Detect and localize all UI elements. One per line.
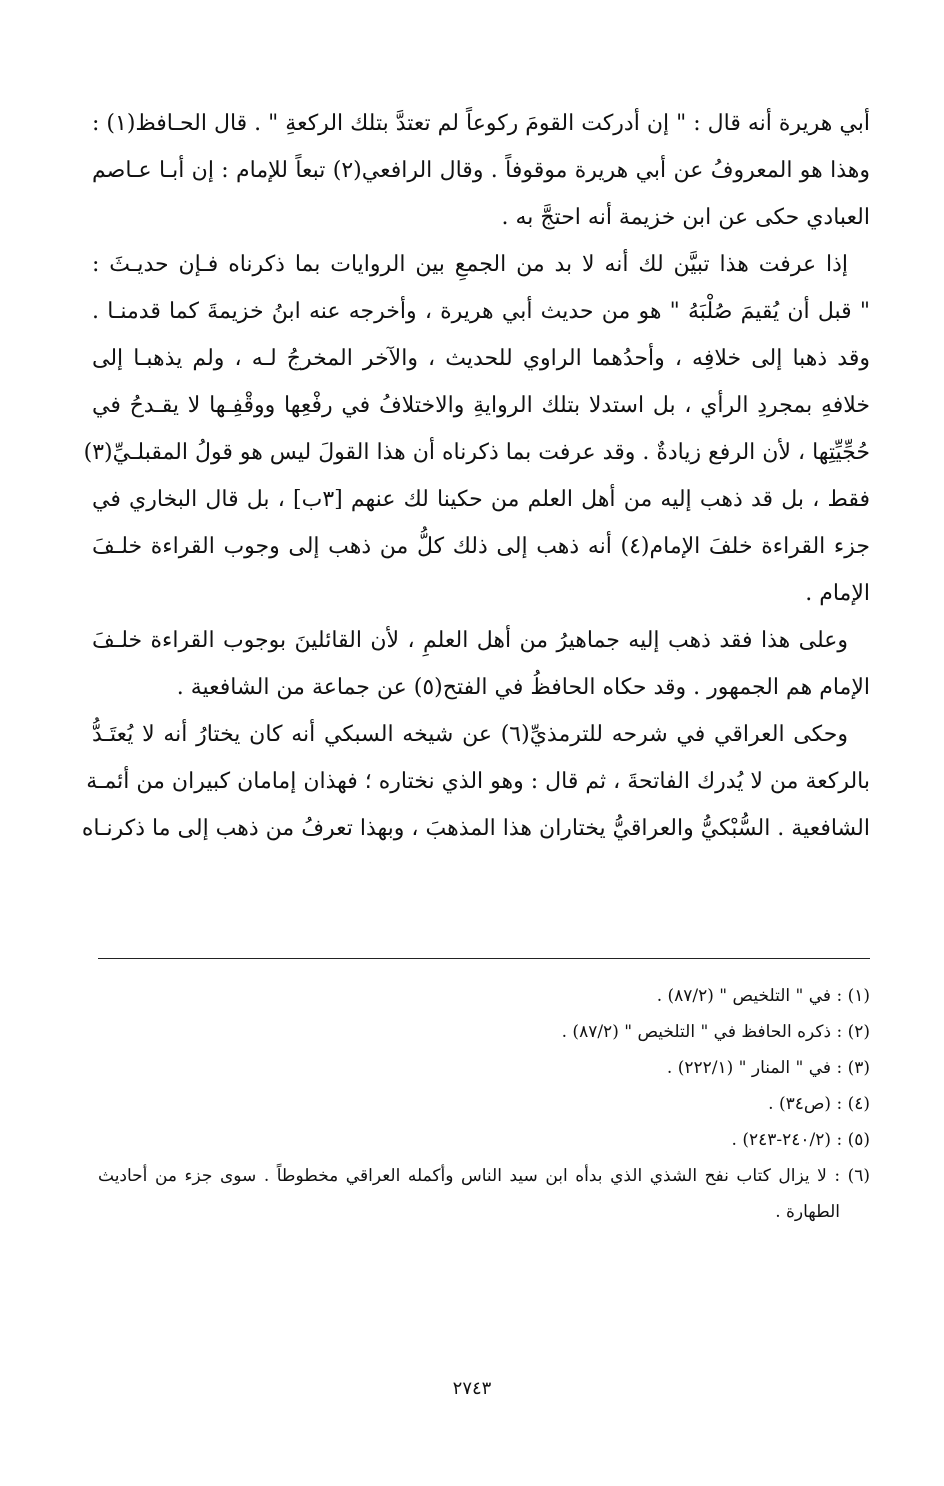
body-line: وقد ذهبا إلى خلافِه ، وأحدُهما الراوي للحديث ، والآخر المخرجُ لـه ، ولم يذهبـا إلى [92, 346, 870, 371]
body-line: وحكى العراقي في شرحه للترمذيِّ(٦) عن شيخه السبكي أنه كان يختارُ أنه لا يُعتَـدُّ [92, 722, 848, 747]
main-text [81, 100, 870, 852]
footnote: (٥) : (٢٤٠/٢-٢٤٣) . [731, 1130, 870, 1150]
footnote: (٤) : (ص٣٤) . [768, 1094, 870, 1114]
page-number: ٢٧٤٣ [452, 1378, 492, 1399]
body-line: " قبل أن يُقيمَ صُلْبَهُ " هو من حديث أبي هريرة ، وأخرجه عنه ابنُ خزيمةَ كما قدمنـا . [92, 299, 870, 324]
body-line: الشافعية . السُّبْكيُّ والعراقيُّ يختاران هذا المذهبَ ، وبهذا تعرفُ من ذهب إلى ما ذكرنـاه [81, 816, 870, 841]
body-line: العبادي حكى عن ابن خزيمة أنه احتجَّ به . [501, 205, 870, 230]
body-line: خلافهِ بمجردِ الرأي ، بل استدلا بتلك الروايةِ والاختلافُ في رفْعِها ووقْفِـها لا يقـدحُ في [92, 393, 870, 418]
body-line: وعلى هذا فقد ذهب إليه جماهيرُ من أهل العلمِ ، لأن القائلينَ بوجوب القراءة خلـفَ [92, 628, 848, 653]
footnote: (١) : في " التلخيص " (٨٧/٢) . [656, 986, 870, 1006]
body-line: فقط ، بل قد ذهب إليه من أهل العلم من حكينا لك عنهم [٣ب] ، بل قال البخاري في [92, 487, 870, 512]
body-line: جزء القراءة خلفَ الإمام(٤) أنه ذهب إلى ذلك كلُّ من ذهب إلى وجوب القراءة خلـفَ [92, 534, 870, 559]
footnote-continuation: الطهارة . [775, 1202, 840, 1222]
body-line: حُجِّيِّتِها ، لأن الرفع زيادةٌ . وقد عرفت بما ذكرناه أن هذا القولَ ليس هو قولُ المقبلـيِّ(٣) [83, 440, 870, 465]
body-line: إذا عرفت هذا تبيَّن لك أنه لا بد من الجمعِ بين الروايات بما ذكرناه فـإن حديـثَ : [92, 252, 848, 277]
body-line: بالركعة من لا يُدرك الفاتحةَ ، ثم قال : وهو الذي نختاره ؛ فهذان إمامان كبيران من أئمـة [86, 769, 870, 794]
body-line: أبي هريرة أنه قال : " إن أدركت القومَ ركوعاً لم تعتدَّ بتلك الركعةِ " . قال الحـافظ(١) : [92, 111, 870, 136]
footnote: (٢) : ذكره الحافظ في " التلخيص " (٨٧/٢) . [561, 1022, 870, 1042]
body-line: الإمام هم الجمهور . وقد حكاه الحافظُ في الفتح(٥) عن جماعة من الشافعية . [176, 675, 870, 700]
body-line: الإمام . [805, 581, 870, 606]
footnote: (٣) : في " المنار " (٢٢٢/١) . [666, 1058, 870, 1078]
body-line: وهذا هو المعروفُ عن أبي هريرة موقوفاً . وقال الرافعي(٢) تبعاً للإمام : إن أبـا عـاصم [92, 158, 870, 183]
footnote: (٦) : لا يزال كتاب نفح الشذي الذي بدأه ابن سيد الناس وأكمله العراقي مخطوطاً . سوى جزء من أحاديث [98, 1166, 870, 1186]
footnotes [98, 978, 870, 1230]
footnote-separator [98, 958, 870, 959]
